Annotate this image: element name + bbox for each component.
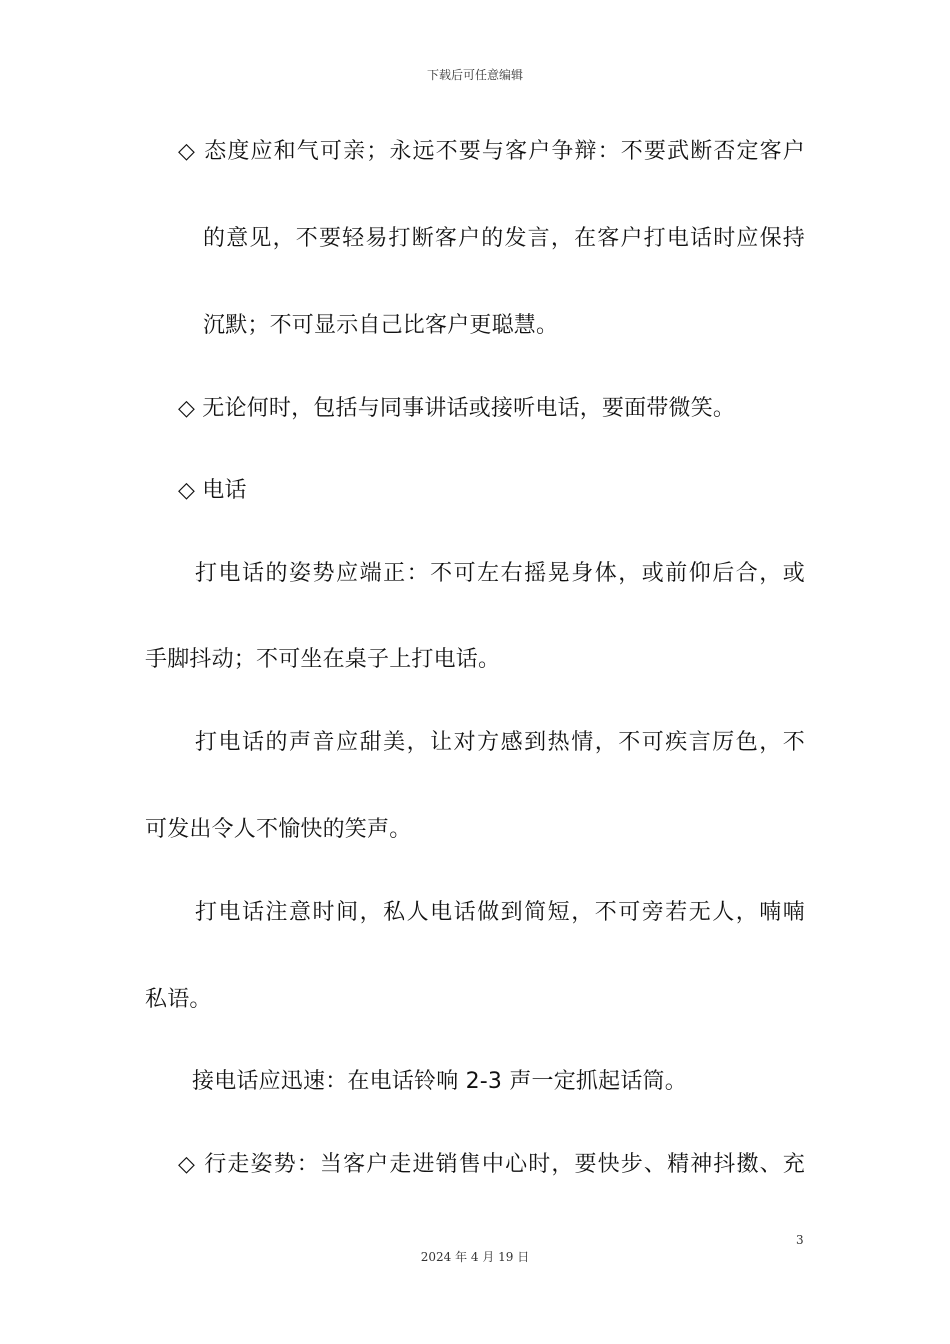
text-line-13: ◇ 行走姿势：当客户走进销售中心时，要快步、精神抖擞、充 [178, 1152, 805, 1177]
text-line-3: 沉默；不可显示自己比客户更聪慧。 [203, 313, 559, 338]
footer-date: 2024 年 4 月 19 日 [420, 1250, 530, 1264]
text-line-12: 接电话应迅速：在电话铃响 2-3 声一定抓起话筒。 [192, 1069, 687, 1094]
page-header: 下载后可任意编辑 [426, 68, 523, 82]
text-line-9: 可发出令人不愉快的笑声。 [145, 817, 412, 842]
text-line-2: 的意见，不要轻易打断客户的发言，在客户打电话时应保持 [203, 226, 805, 251]
text-line-4: ◇ 无论何时，包括与同事讲话或接听电话，要面带微笑。 [178, 396, 736, 421]
text-line-6: 打电话的姿势应端正：不可左右摇晃身体，或前仰后合，或 [195, 561, 805, 586]
text-line-10: 打电话注意时间，私人电话做到简短，不可旁若无人，喃喃 [195, 900, 805, 925]
text-line-1: ◇ 态度应和气可亲；永远不要与客户争辩：不要武断否定客户 [178, 139, 805, 164]
page-number: 3 [796, 1233, 804, 1247]
text-line-11: 私语。 [145, 987, 212, 1012]
text-line-7: 手脚抖动；不可坐在桌子上打电话。 [145, 647, 501, 672]
text-line-8: 打电话的声音应甜美，让对方感到热情，不可疾言厉色，不 [195, 730, 805, 755]
text-line-5: ◇ 电话 [178, 478, 247, 503]
